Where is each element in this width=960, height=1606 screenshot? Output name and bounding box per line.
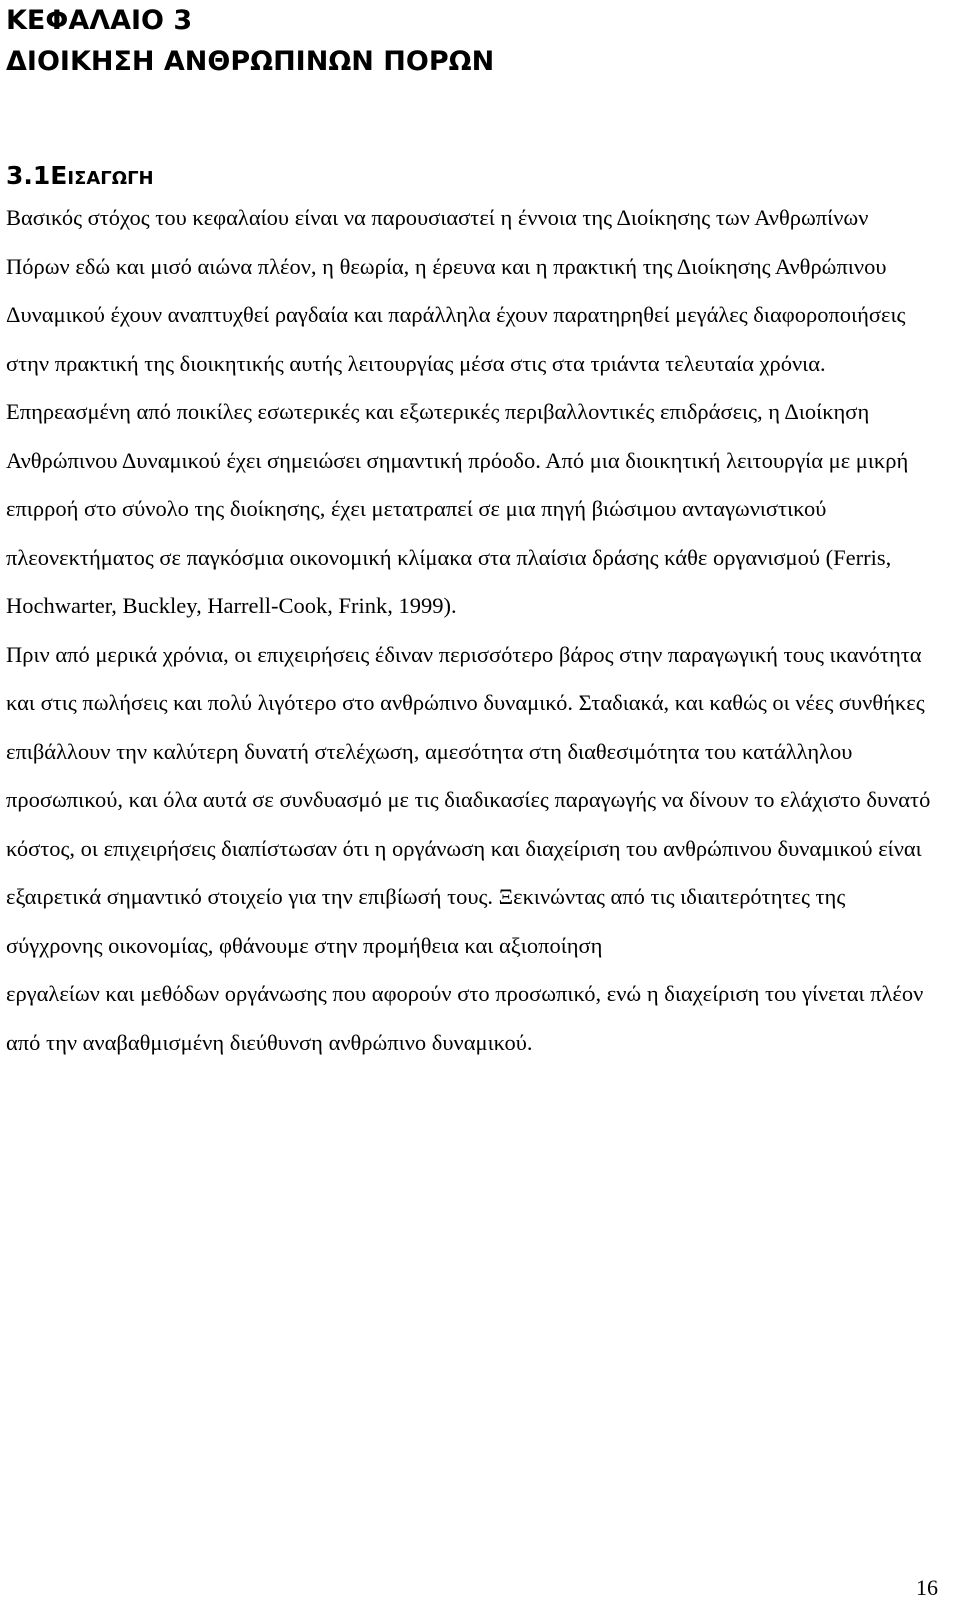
page-number: 16 [916, 1575, 938, 1600]
chapter-heading [6, 0, 946, 82]
section-title: Εισαγωγη [50, 161, 154, 190]
body-text [6, 194, 936, 1067]
paragraph-3: εργαλείων και μεθόδων οργάνωσης που αφορούν στο προσωπικό, ενώ η διαχείριση του γίνεται πλέον από την αναβαθμισμένη διεύθυνση ανθρώπινο δυναμικού. [6, 981, 924, 1055]
chapter-label: ΚΕΦΑΛΑΙΟ 3 [6, 5, 193, 36]
paragraph-2: Πριν από μερικά χρόνια, οι επιχειρήσεις έδιναν περισσότερο βάρος στην παραγωγική τους ικανότητα και στις πωλήσεις και πολύ λιγότερο στο ανθρώπινο δυναμικό. Σταδιακά, και καθώς οι νέες συνθήκες επιβάλλουν την καλύτερη δυνατή στελέχωση, αμεσότητα στη διαθεσιμότητα του κατάλληλου προσωπικού, και όλα αυτά σε συνδυασμό με τις διαδικασίες παραγωγής να δίνουν το ελάχιστο δυνατό κόστος, οι επιχειρήσεις διαπίστωσαν ότι η οργάνωση και διαχείριση του ανθρώπινου δυναμικού είναι εξαιρετικά σημαντικό στοιχείο για την επιβίωσή τους. Ξεκινώντας από τις ιδιαιτερότητες της σύγχρονης οικονομίας, φθάνουμε στην προμήθεια και αξιοποίηση [6, 641, 931, 958]
chapter-title: ΔΙΟΙΚΗΣΗ ΑΝΘΡΩΠΙΝΩΝ ΠΟΡΩΝ [6, 46, 495, 77]
section-heading [6, 158, 946, 194]
paragraph-1: Βασικός στόχος του κεφαλαίου είναι να παρουσιαστεί η έννοια της Διοίκησης των Ανθρωπίνων Πόρων εδώ και μισό αιώνα πλέον, η θεωρία, η έρευνα και η πρακτική της Διοίκησης Ανθρώπινου Δυναμικού έχουν αναπτυχθεί ραγδαία και παράλληλα έχουν παρατηρηθεί μεγάλες διαφοροποιήσεις στην πρακτική της διοικητικής αυτής λειτουργίας μέσα στις στα τριάντα τελευταία χρόνια. Επηρεασμένη από ποικίλες εσωτερικές και εξωτερικές περιβαλλοντικές επιδράσεις, η Διοίκηση Ανθρώπινου Δυναμικού έχει σημειώσει σημαντική πρόοδο. Από μια διοικητική λειτουργία με μικρή επιρροή στο σύνολο της διοίκησης, έχει μετατραπεί σε μια πηγή βιώσιμου ανταγωνιστικού πλεονεκτήματος σε παγκόσμια οικονομική κλίμακα στα πλαίσια δράσης κάθε οργανισμού (Ferris, Hochwarter, Buckley, Harrell-Cook, Frink, 1999). [6, 205, 909, 618]
section-number: 3.1 [6, 161, 51, 190]
